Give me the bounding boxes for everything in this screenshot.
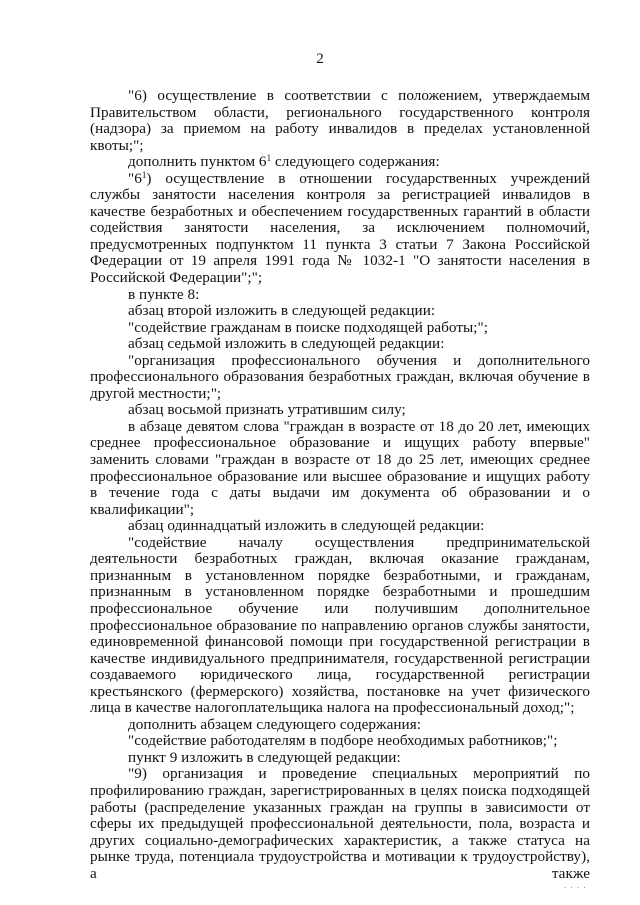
superscript-index: 1: [141, 169, 147, 180]
superscript-index: 1: [266, 153, 272, 164]
paragraph-text: "6) осуществление в соответствии с положением, утверждаемым Правительством области, регионального государственного контроля (надзора) за приемом на работу инвалидов в пределах установленной квоты;";: [90, 87, 590, 154]
document-body: [90, 88, 590, 882]
paragraph: [90, 171, 590, 287]
paragraph: [90, 303, 590, 320]
paragraph: [90, 320, 590, 337]
paragraph: [90, 766, 590, 882]
paragraph-text: абзац одиннадцатый изложить в следующей редакции:: [128, 517, 485, 535]
paragraph: [90, 88, 590, 154]
paragraph: [90, 717, 590, 734]
paragraph-text: абзац седьмой изложить в следующей редакции:: [128, 335, 445, 353]
paragraph-text: в пункте 8:: [128, 285, 200, 303]
footer-mark: · · · ·: [564, 884, 587, 892]
paragraph-text: "6: [128, 169, 142, 187]
paragraph: [90, 535, 590, 717]
paragraph-text: "содействие работодателям в подборе необходимых работников;";: [128, 732, 558, 750]
paragraph-text: ) осуществление в отношении государственных учреждений службы занятости населения контроля за регистрацией инвалидов в качестве безработных и обеспечением государственных гарантий в области содействия занятости населения, за исключением полномочий, предусмотренных подпунктом 11 пункта 3 статьи 7 Закона Российской Федерации от 19 апреля 1991 года № 1032-1 "О занятости населения в Российской Федерации";";: [90, 169, 590, 287]
paragraph-text: абзац восьмой признать утратившим силу;: [128, 401, 406, 419]
paragraph-text: "организация профессионального обучения и дополнительного профессионального образования безработных граждан, включая обучение в другой местности;";: [90, 351, 590, 402]
paragraph: [90, 353, 590, 403]
paragraph-text: дополнить пунктом 6: [128, 153, 267, 171]
paragraph-text: "содействие гражданам в поиске подходящей работы;";: [128, 318, 489, 336]
paragraph-text: абзац второй изложить в следующей редакции:: [128, 302, 436, 320]
paragraph: [90, 750, 590, 767]
paragraph-text: "содействие началу осуществления предпринимательской деятельности безработных граждан, включая оказание гражданам, признанным в установленном порядке безработными, и гражданам, признанным в установленном порядке безработными и прошедшим профессиональное обучение или получившим дополнительное профессиональное образование по направлению органов службы занятости, единовременной финансовой помощи при государственной регистрации в качестве индивидуального предпринимателя, государственной регистрации создаваемого юридического лица, государственной регистрации крестьянского (фермерского) хозяйства, постановке на учет физического лица в качестве налогоплательщика налога на профессиональный доход;";: [90, 533, 590, 717]
paragraph-text: "9) организация и проведение специальных мероприятий по профилированию граждан, зарегистрированных в целях поиска подходящей работы (распределение указанных граждан на группы в зависимости от сферы их предыдущей профессиональной деятельности, пола, возраста и других социально-демографических характеристик, а также статуса на рынке труда, потенциала трудоустройства и мотивации к трудоустройству), а также: [90, 765, 590, 882]
paragraph: [90, 733, 590, 750]
paragraph-text: следующего содержания:: [271, 153, 440, 171]
paragraph: [90, 336, 590, 353]
paragraph-text: дополнить абзацем следующего содержания:: [128, 715, 421, 733]
page-number: 2: [316, 51, 324, 67]
paragraph: [90, 518, 590, 535]
paragraph: [90, 402, 590, 419]
paragraph-text: пункт 9 изложить в следующей редакции:: [128, 748, 401, 766]
paragraph-text: в абзаце девятом слова "граждан в возрасте от 18 до 20 лет, имеющих среднее профессиональное образование и ищущих работу впервые" заменить словами "граждан в возрасте от 18 до 25 лет, имеющих среднее профессиональное образование или высшее образование и ищущих работу в течение года с даты выдачи им документа об образовании и о квалификации";: [90, 417, 590, 518]
paragraph: [90, 419, 590, 518]
paragraph: [90, 154, 590, 171]
paragraph: [90, 287, 590, 304]
